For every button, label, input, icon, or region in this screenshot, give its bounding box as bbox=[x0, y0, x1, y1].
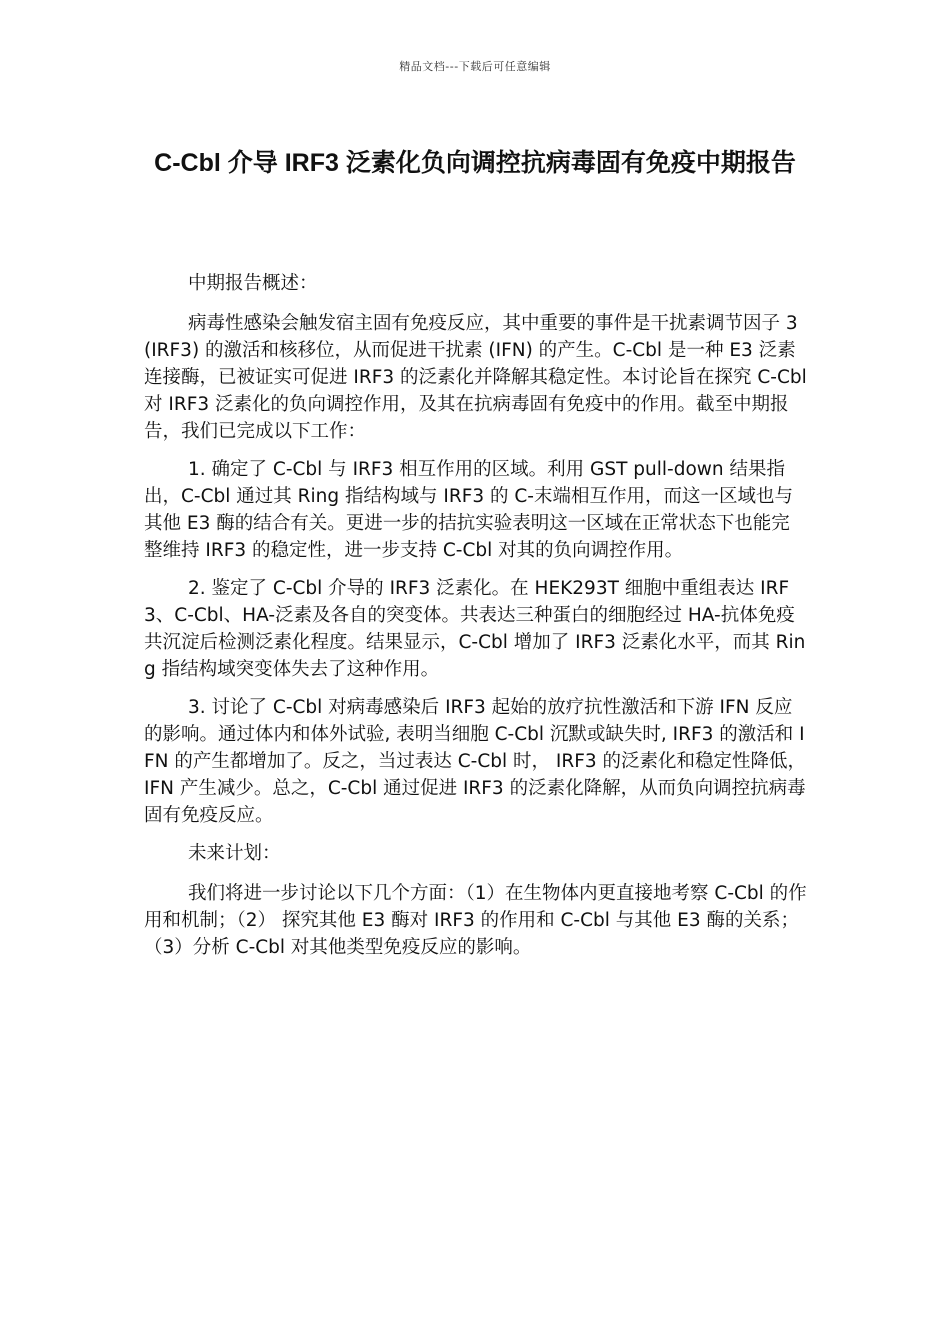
result-item-1: 1. 确定了 C-Cbl 与 IRF3 相互作用的区域。利用 GST pull-down 结果指出，C-Cbl 通过其 Ring 指结构域与 IRF3 的 C-末端相互作用，而这一区域也与其他 E3 酶的结合有关。更进一步的拮抗实验表明这一区域在正常状态下也能完整维持 IRF3 的稳定性，进一步支持 C-Cbl 对其的负向调控作用。 bbox=[144, 459, 793, 561]
document-body bbox=[144, 270, 808, 972]
result-item-2: 2. 鉴定了 C-Cbl 介导的 IRF3 泛素化。在 HEK293T 细胞中重组表达 IRF3、C-Cbl、HA-泛素及各自的突变体。共表达三种蛋白的细胞经过 HA-抗体免疫共沉淀后检测泛素化程度。结果显示，C-Cbl 增加了 IRF3 泛素化水平，而其 Ring 指结构域突变体失去了这种作用。 bbox=[144, 578, 806, 680]
future-plan-paragraph: 我们将进一步讨论以下几个方面：（1）在生物体内更直接地考察 C-Cbl 的作用和机制；（2） 探究其他 E3 酶对 IRF3 的作用和 C-Cbl 与其他 E3 酶的关系；（3）分析 C-Cbl 对其他类型免疫反应的影响。 bbox=[144, 883, 807, 958]
result-item-3: 3. 讨论了 C-Cbl 对病毒感染后 IRF3 起始的放疗抗性激活和下游 IFN 反应的影响。通过体内和体外试验, 表明当细胞 C-Cbl 沉默或缺失时, IRF3 的激活和 IFN 的产生都增加了。反之，当过表达 C-Cbl 时， IRF3 的泛素化和稳定性降低， IFN 产生减少。总之，C-Cbl 通过促进 IRF3 的泛素化降解，从而负向调控抗病毒固有免疫反应。 bbox=[144, 697, 807, 826]
page-header-note: 精品文档---下载后可任意编辑 bbox=[399, 60, 551, 73]
overview-heading: 中期报告概述： bbox=[188, 273, 318, 294]
document-title: C-Cbl 介导 IRF3 泛素化负向调控抗病毒固有免疫中期报告 bbox=[154, 149, 796, 177]
intro-paragraph: 病毒性感染会触发宿主固有免疫反应，其中重要的事件是干扰素调节因子 3 (IRF3) 的激活和核移位，从而促进干扰素 (IFN) 的产生。C-Cbl 是一种 E3 泛素连接酶，已被证实可促进 IRF3 的泛素化并降解其稳定性。本讨论旨在探究 C-Cbl 对 IRF3 泛素化的负向调控作用，及其在抗病毒固有免疫中的作用。截至中期报告，我们已完成以下工作： bbox=[144, 313, 807, 442]
future-plan-heading: 未来计划： bbox=[188, 843, 281, 864]
